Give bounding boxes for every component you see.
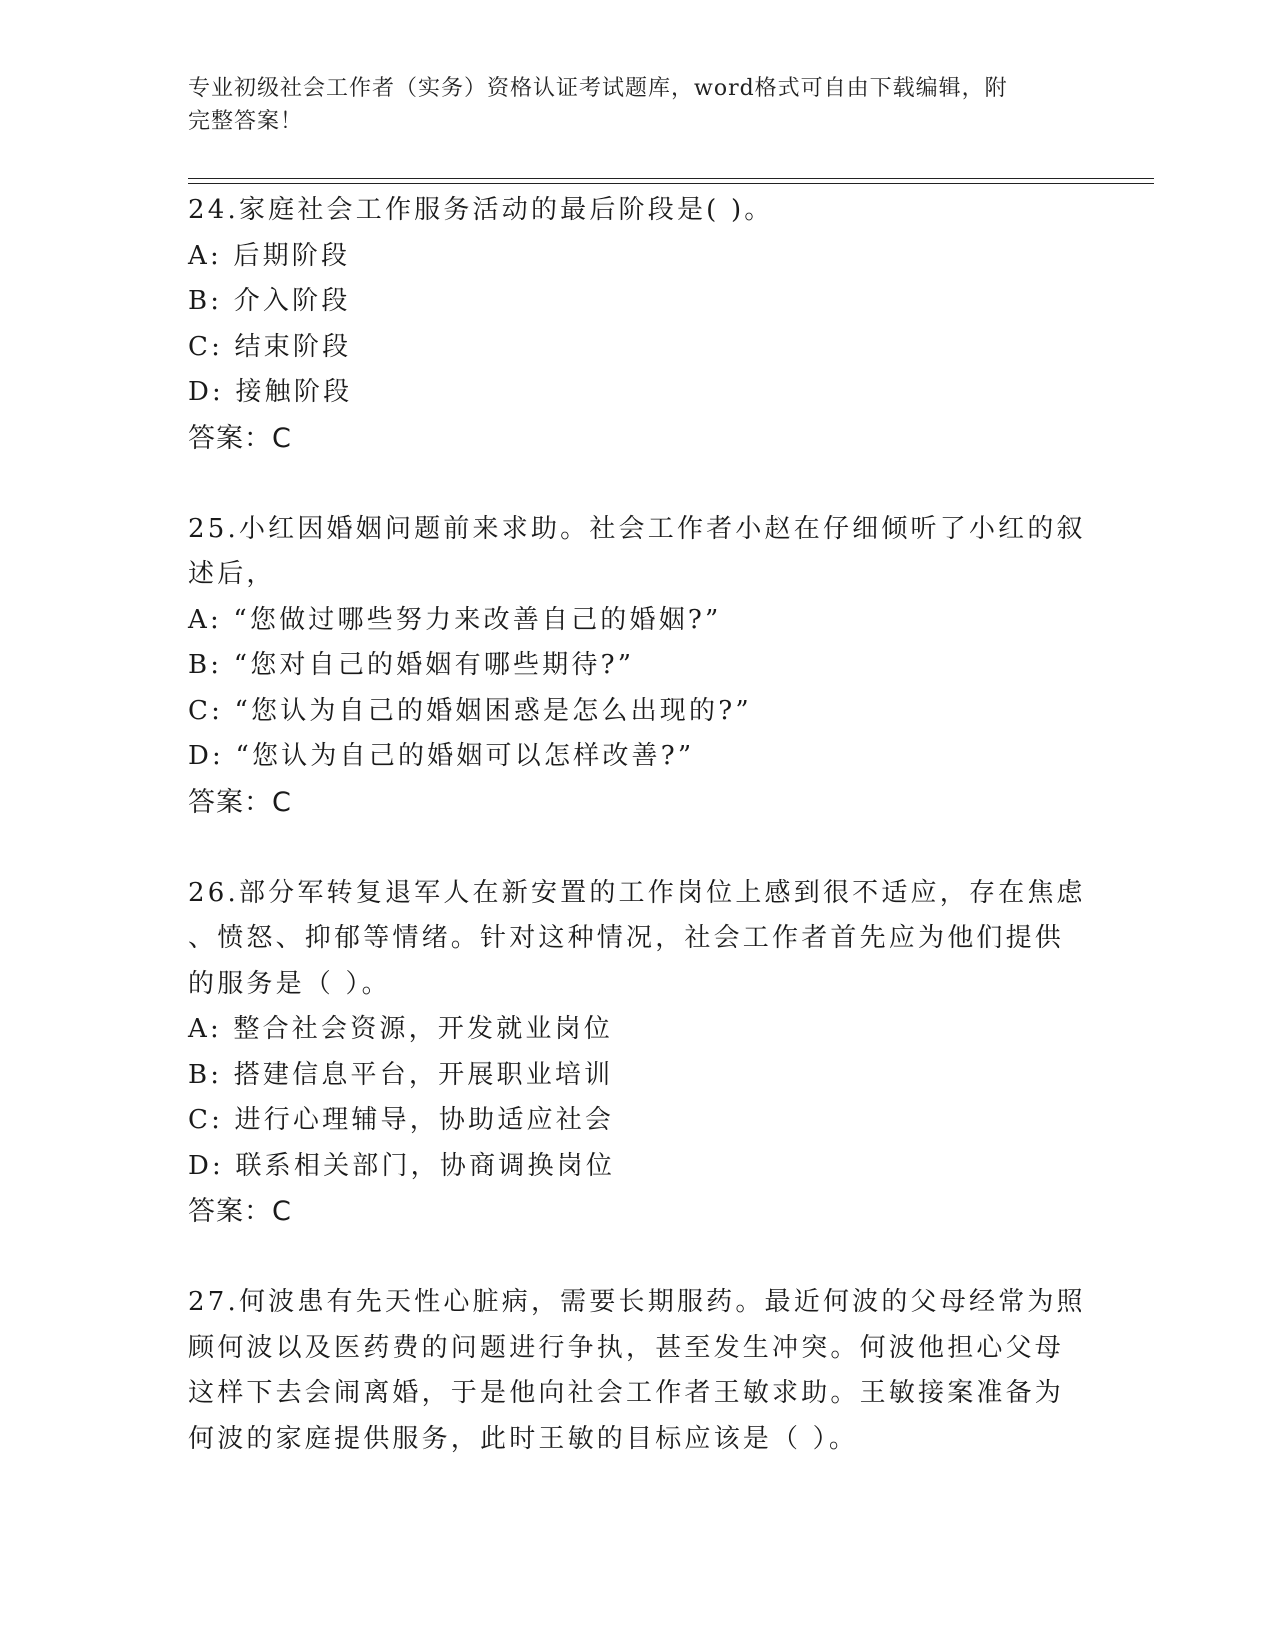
- spacer: [188, 461, 1088, 507]
- question-stem-continued: 的服务是（ ）。: [188, 968, 391, 999]
- question-list: [188, 188, 1088, 1462]
- spacer: [188, 825, 1088, 871]
- header-divider-top: [188, 178, 1154, 179]
- option-d: D: 联系相关部门，协商调换岗位: [188, 1150, 616, 1181]
- header-line-1: 专业初级社会工作者（实务）资格认证考试题库，word格式可自由下载编辑，附: [188, 76, 1008, 101]
- question-27: [188, 1280, 1088, 1462]
- option-c: C: 进行心理辅导，协助适应社会: [188, 1105, 615, 1135]
- option-d: D: 接触阶段: [188, 377, 353, 407]
- answer-line: 答案：C: [188, 422, 292, 454]
- option-c: C: “您认为自己的婚姻困惑是怎么出现的?”: [188, 695, 752, 726]
- question-stem-continued: 何波的家庭提供服务，此时王敏的目标应该是（ ）。: [188, 1423, 859, 1454]
- document-header: [188, 72, 1068, 138]
- question-stem: 24.家庭社会工作服务活动的最后阶段是( )。: [188, 195, 774, 225]
- question-stem-continued: 述后，: [188, 559, 276, 589]
- question-stem-continued: 这样下去会闹离婚，于是他向社会工作者王敏求助。王敏接案准备为: [188, 1378, 1065, 1408]
- header-line-2: 完整答案！: [188, 109, 304, 134]
- question-24: [188, 188, 1088, 461]
- option-b: B: “您对自己的婚姻有哪些期待?”: [188, 650, 635, 680]
- option-a: A: 后期阶段: [188, 240, 351, 271]
- option-a: A: “您做过哪些努力来改善自己的婚姻?”: [188, 604, 722, 635]
- option-c: C: 结束阶段: [188, 331, 352, 362]
- question-26: [188, 871, 1088, 1235]
- answer-line: 答案：C: [188, 786, 292, 818]
- question-stem: 26.部分军转复退军人在新安置的工作岗位上感到很不适应，存在焦虑: [188, 877, 1086, 908]
- header-divider-bottom: [188, 183, 1154, 184]
- question-stem-continued: 、愤怒、抑郁等情绪。针对这种情况，社会工作者首先应为他们提供: [188, 923, 1065, 953]
- question-25: [188, 507, 1088, 826]
- question-stem: 25.小红因婚姻问题前来求助。社会工作者小赵在仔细倾听了小红的叙: [188, 513, 1086, 544]
- option-d: D: “您认为自己的婚姻可以怎样改善?”: [188, 741, 695, 771]
- answer-line: 答案：C: [188, 1196, 292, 1227]
- option-b: B: 介入阶段: [188, 286, 351, 316]
- question-stem: 27.何波患有先天性心脏病，需要长期服药。最近何波的父母经常为照: [188, 1287, 1086, 1317]
- option-a: A: 整合社会资源，开发就业岗位: [188, 1014, 614, 1044]
- question-stem-continued: 顾何波以及医药费的问题进行争执，甚至发生冲突。何波他担心父母: [188, 1332, 1065, 1363]
- option-b: B: 搭建信息平台，开展职业培训: [188, 1059, 614, 1090]
- spacer: [188, 1235, 1088, 1281]
